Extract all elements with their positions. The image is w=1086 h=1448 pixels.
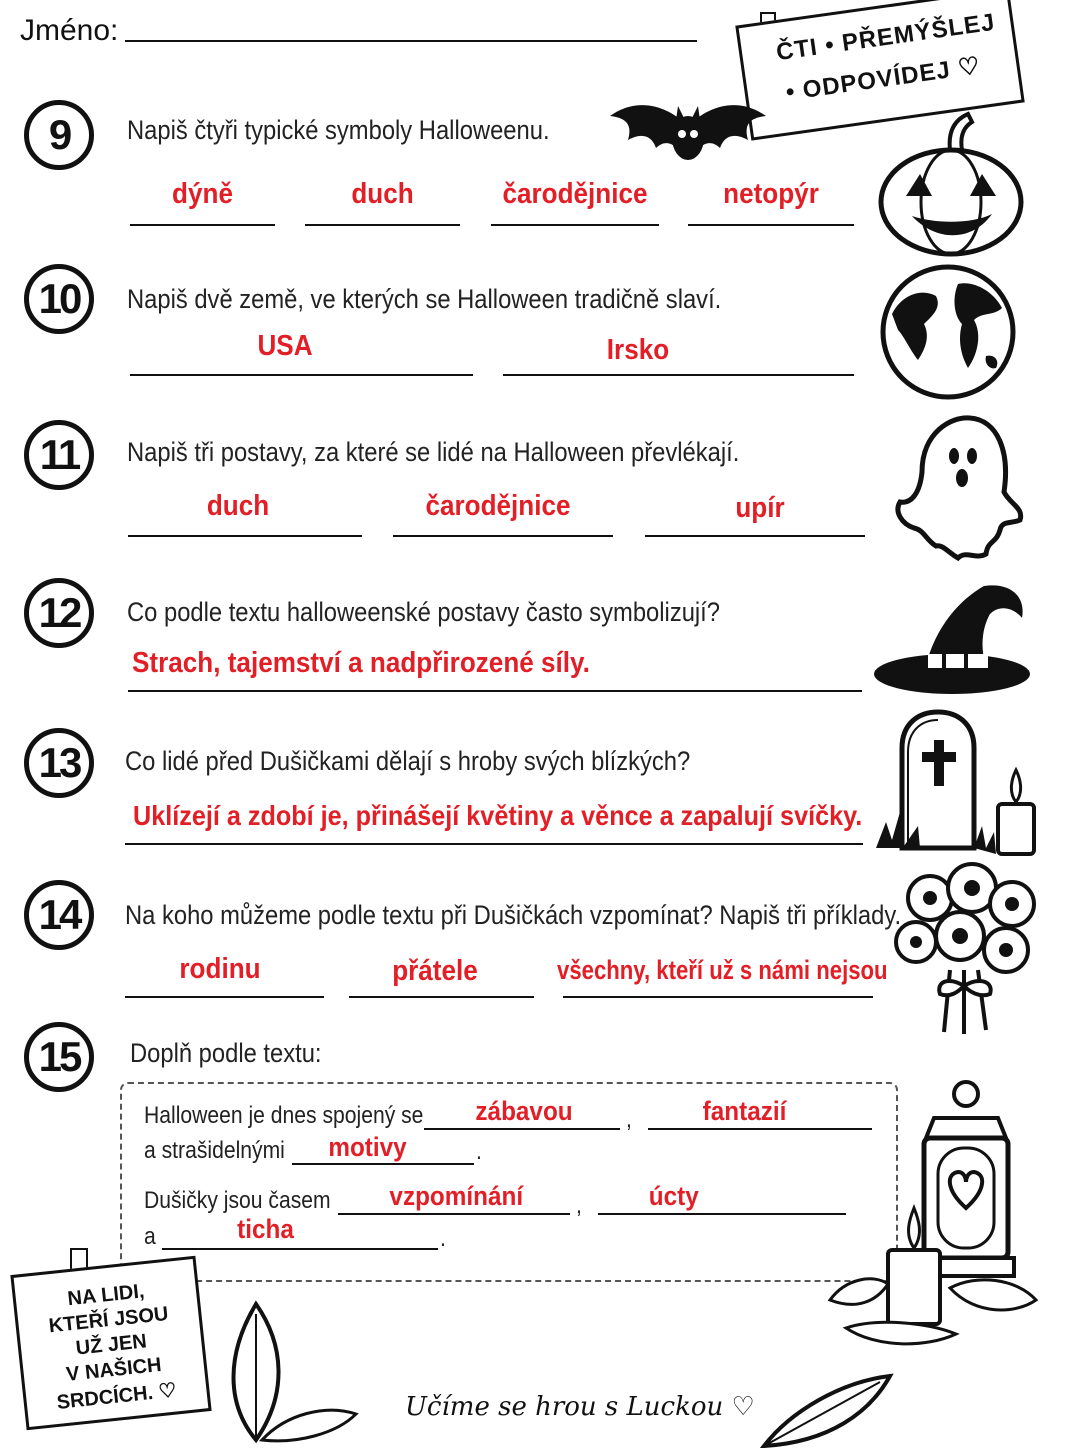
answer-line-13-1[interactable]: [125, 843, 863, 845]
fill-s1-and: a strašidelnými: [144, 1137, 285, 1164]
fill-dot-2: .: [440, 1225, 446, 1252]
answer-line-11-2[interactable]: [393, 535, 613, 537]
name-field[interactable]: [125, 40, 697, 42]
question-text-13: Co lidé před Dušičkami dělají s hroby svých blízkých?: [125, 746, 691, 776]
footer-signature: Učíme se hrou s Luckou ♡: [405, 1392, 755, 1422]
answer-12-1: Strach, tajemství a nadpřirozené síly.: [132, 647, 590, 679]
question-text-15: Doplň podle textu:: [130, 1038, 322, 1068]
fill-comma-2: ,: [576, 1192, 582, 1219]
answer-line-9-2[interactable]: [305, 224, 460, 226]
fill-s1-answer1: zábavou: [475, 1096, 573, 1126]
question-number-15: 15: [24, 1022, 94, 1092]
memorial-sign: [10, 1256, 211, 1431]
memorial-sign-line2: KTEŘÍ JSOU: [47, 1302, 170, 1338]
lantern-icon: [826, 1078, 1042, 1368]
fill-s1-start: Halloween je dnes spojený se: [144, 1102, 424, 1129]
fill-s2-answer1: vzpomínání: [389, 1181, 524, 1211]
answer-9-4: netopýr: [723, 178, 819, 210]
question-number-13: 13: [24, 728, 94, 798]
fill-s2-start: Dušičky jsou časem: [144, 1187, 331, 1214]
answer-10-2: Irsko: [606, 334, 670, 366]
fill-s2-answer3: ticha: [237, 1214, 294, 1244]
flower-bouquet-icon: [888, 858, 1044, 1036]
question-number-10: 10: [24, 264, 94, 334]
memorial-sign-line5: SRDCÍCH. ♡: [55, 1379, 178, 1414]
leaves-icon: [196, 1294, 366, 1444]
question-number-14: 14: [24, 880, 94, 950]
question-text-9: Napiš čtyři typické symboly Halloweenu.: [127, 115, 550, 145]
answer-line-11-1[interactable]: [128, 535, 362, 537]
answer-10-1: USA: [257, 330, 313, 362]
answer-11-1: duch: [206, 490, 270, 522]
question-number-9: 9: [24, 100, 94, 170]
answer-11-3: upír: [735, 492, 785, 524]
answer-9-1: dýně: [172, 178, 233, 210]
sign-line1: ČTI • PŘEMÝŠLEJ: [774, 8, 997, 67]
fill-line-s2-3[interactable]: [162, 1248, 438, 1250]
answer-9-3: čarodějnice: [502, 178, 648, 210]
memorial-sign-line3: UŽ JEN: [74, 1330, 148, 1360]
globe-icon: [878, 264, 1018, 400]
memorial-sign-line1: NA LIDI,: [66, 1280, 146, 1311]
answer-line-9-1[interactable]: [130, 224, 275, 226]
fill-line-s1-3[interactable]: [292, 1163, 474, 1165]
fill-dot-1: .: [476, 1138, 482, 1165]
memorial-sign-line4: V NAŠICH: [65, 1353, 163, 1386]
question-text-10: Napiš dvě země, ve kterých se Halloween tradičně slaví.: [127, 284, 722, 314]
bat-icon: [608, 96, 768, 186]
answer-line-14-1[interactable]: [125, 996, 324, 998]
leaf-icon: [760, 1372, 894, 1448]
answer-11-2: čarodějnice: [425, 490, 571, 522]
gravestone-icon: [874, 708, 1038, 860]
name-label: Jméno:: [20, 14, 119, 47]
fill-line-s1-1[interactable]: [424, 1128, 620, 1130]
fill-s1-answer3: motivy: [328, 1132, 407, 1162]
fill-s2-answer2: úcty: [648, 1181, 699, 1211]
answer-line-14-3[interactable]: [563, 996, 873, 998]
fill-s2-and: a: [144, 1223, 156, 1250]
pumpkin-icon: [876, 112, 1026, 258]
question-text-12: Co podle textu halloweenské postavy často symbolizují?: [127, 597, 721, 627]
fill-s1-answer2: fantazií: [702, 1096, 787, 1126]
sign-line2: • ODPOVÍDEJ ♡: [784, 52, 983, 107]
answer-line-14-2[interactable]: [349, 996, 534, 998]
answer-13-1: Uklízejí a zdobí je, přinášejí květiny a věnce a zapalují svíčky.: [133, 800, 863, 831]
answer-line-12-1[interactable]: [128, 690, 862, 692]
answer-14-2: přátele: [392, 955, 478, 987]
ghost-icon: [892, 412, 1026, 564]
answer-14-1: rodinu: [179, 953, 261, 985]
fill-line-s2-2[interactable]: [598, 1213, 846, 1215]
answer-9-2: duch: [351, 178, 414, 210]
question-text-14: Na koho můžeme podle textu při Dušičkách vzpomínat? Napiš tři příklady.: [125, 900, 902, 930]
answer-line-11-3[interactable]: [645, 535, 865, 537]
answer-line-9-3[interactable]: [491, 224, 659, 226]
question-number-12: 12: [24, 578, 94, 648]
answer-line-10-2[interactable]: [503, 374, 854, 376]
question-text-11: Napiš tři postavy, za které se lidé na Halloween převlékají.: [127, 437, 740, 467]
witch-hat-icon: [872, 578, 1032, 702]
answer-line-10-1[interactable]: [130, 374, 473, 376]
question-number-11: 11: [24, 420, 94, 490]
answer-line-9-4[interactable]: [688, 224, 854, 226]
fill-line-s2-1[interactable]: [338, 1213, 570, 1215]
fill-comma-1: ,: [626, 1106, 632, 1133]
answer-14-3: všechny, kteří už s námi nejsou: [557, 955, 888, 985]
